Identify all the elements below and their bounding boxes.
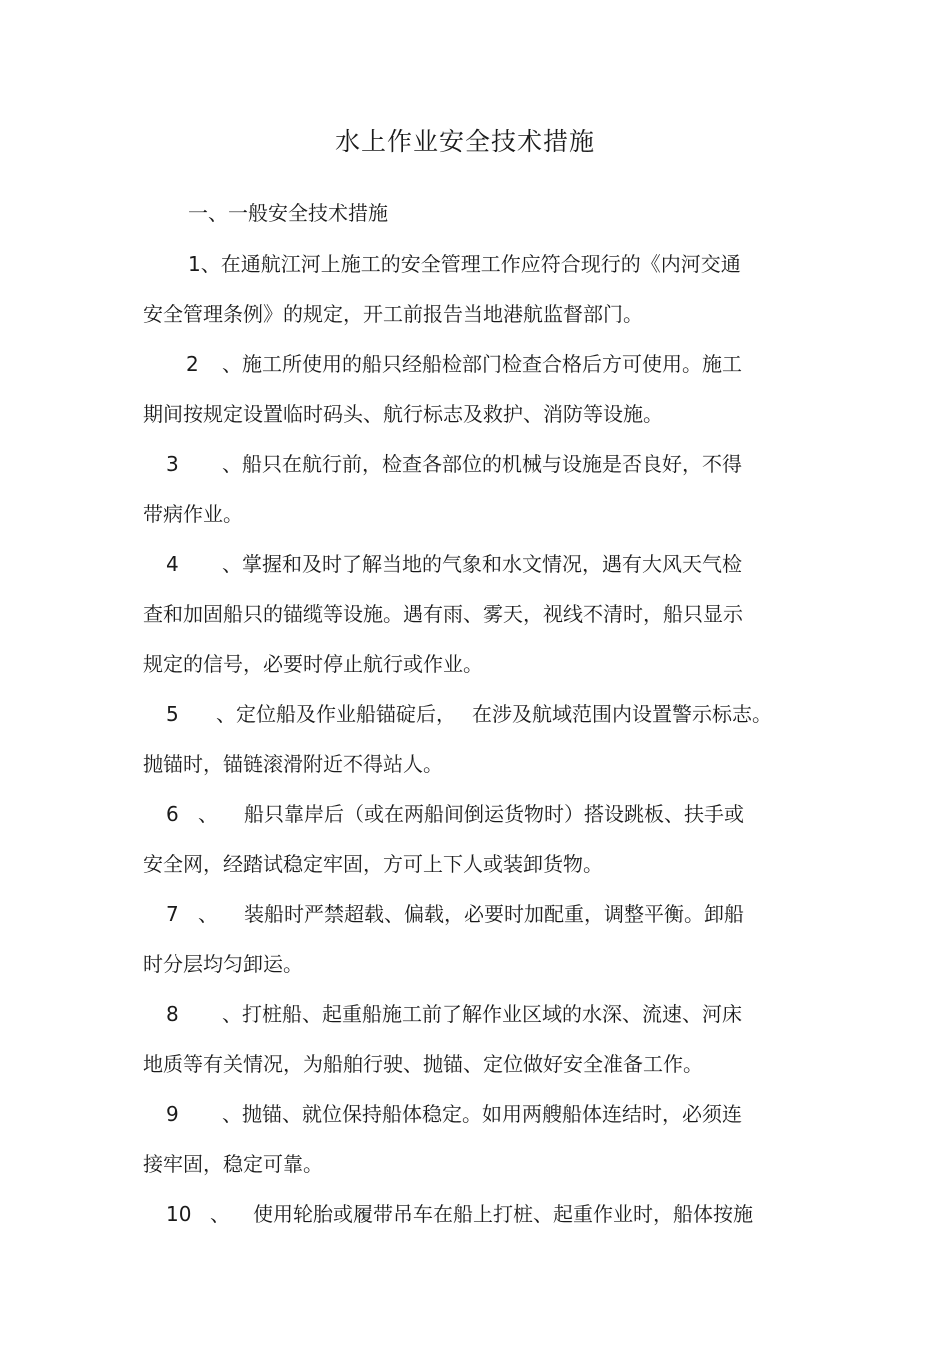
paragraph-line: 地质等有关情况，为船舶行驶、抛锚、定位做好安全准备工作。 <box>143 1052 703 1076</box>
paragraph-line: 期间按规定设置临时码头、航行标志及救护、消防等设施。 <box>143 402 663 426</box>
document-title: 水上作业安全技术措施 <box>334 127 595 156</box>
paragraph-line: 1、在通航江河上施工的安全管理工作应符合现行的《内河交通 <box>188 252 741 276</box>
section-heading: 一、一般安全技术措施 <box>188 201 388 225</box>
item-number: 3 <box>166 452 179 476</box>
paragraph-line: 、抛锚、就位保持船体稳定。如用两艘船体连结时，必须连 <box>222 1102 742 1126</box>
item-number: 6 <box>166 802 179 826</box>
paragraph-line: 装船时严禁超载、偏载，必要时加配重，调整平衡。卸船 <box>244 902 744 926</box>
paragraph-line: 、打桩船、起重船施工前了解作业区域的水深、流速、河床 <box>222 1002 742 1026</box>
paragraph-line: 使用轮胎或履带吊车在船上打桩、起重作业时，船体按施 <box>253 1202 753 1226</box>
item-number: 2 <box>186 352 199 376</box>
paragraph-line: 、 <box>210 1202 230 1226</box>
paragraph-line: 、掌握和及时了解当地的气象和水文情况，遇有大风天气检 <box>222 552 742 576</box>
paragraph-line: 抛锚时，锚链滚滑附近不得站人。 <box>143 752 443 776</box>
paragraph-line: 时分层均匀卸运。 <box>143 952 303 976</box>
paragraph-line: 安全管理条例》的规定，开工前报告当地港航监督部门。 <box>143 302 643 326</box>
paragraph-line: 、定位船及作业船锚碇后， <box>216 702 456 726</box>
paragraph-line: 带病作业。 <box>143 502 243 526</box>
paragraph-line: 规定的信号，必要时停止航行或作业。 <box>143 652 483 676</box>
item-number: 7 <box>166 902 179 926</box>
paragraph-line: 、施工所使用的船只经船检部门检查合格后方可使用。施工 <box>222 352 742 376</box>
paragraph-line: 、船只在航行前，检查各部位的机械与设施是否良好，不得 <box>222 452 742 476</box>
paragraph-line: 在涉及航域范围内设置警示标志。 <box>472 702 772 726</box>
item-number: 5 <box>166 702 179 726</box>
item-number: 4 <box>166 552 179 576</box>
paragraph-line: 、 <box>198 902 218 926</box>
item-number: 9 <box>166 1102 179 1126</box>
paragraph-line: 接牢固，稳定可靠。 <box>143 1152 323 1176</box>
paragraph-line: 安全网，经踏试稳定牢固，方可上下人或装卸货物。 <box>143 852 603 876</box>
item-number: 8 <box>166 1002 179 1026</box>
paragraph-line: 船只靠岸后（或在两船间倒运货物时）搭设跳板、扶手或 <box>244 802 744 826</box>
paragraph-line: 查和加固船只的锚缆等设施。遇有雨、雾天，视线不清时，船只显示 <box>143 602 743 626</box>
item-number: 10 <box>166 1202 192 1226</box>
paragraph-line: 、 <box>198 802 218 826</box>
